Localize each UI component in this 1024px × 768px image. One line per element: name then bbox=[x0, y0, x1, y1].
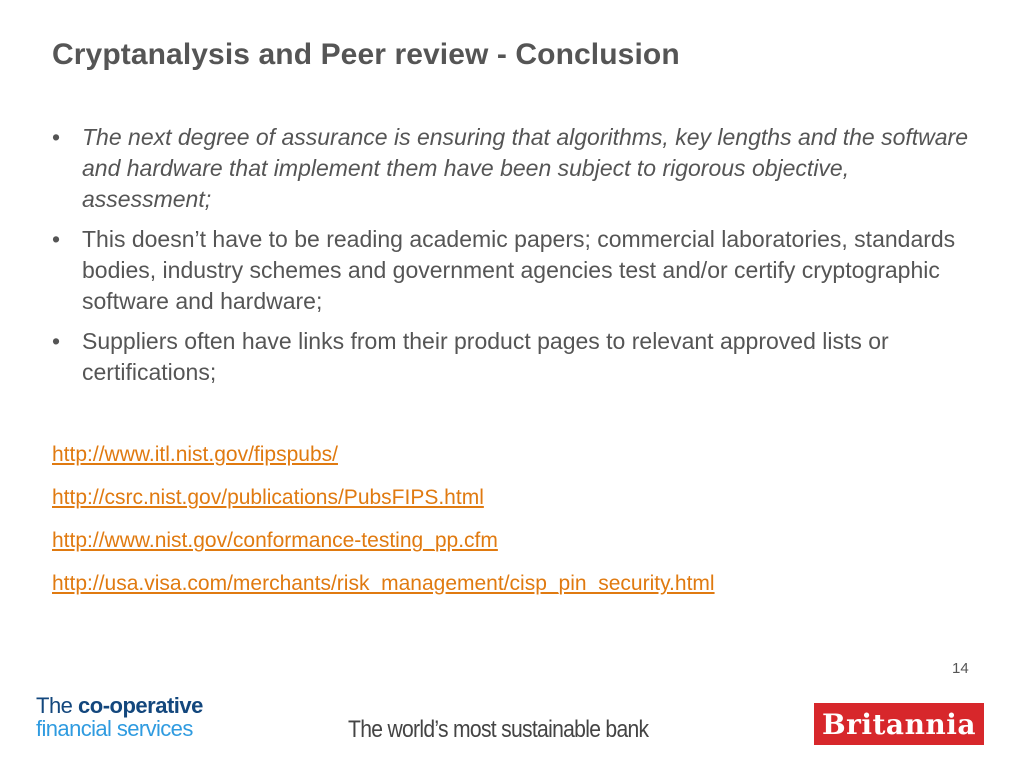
link-csrc-pubsfips[interactable]: http://csrc.nist.gov/publications/PubsFIPS.html bbox=[52, 486, 484, 509]
bullet-list bbox=[52, 122, 982, 397]
bullet-item bbox=[52, 224, 982, 317]
bullet-marker: • bbox=[52, 226, 61, 252]
coop-logo-subtitle: financial services bbox=[36, 716, 193, 741]
bullet-text: The next degree of assurance is ensuring that algorithms, key lengths and the software and hardware that implement them have been subject to rigorous objective, assessment; bbox=[82, 124, 969, 212]
bullet-text: Suppliers often have links from their product pages to relevant approved lists or certifications; bbox=[82, 328, 889, 385]
bullet-text: This doesn’t have to be reading academic papers; commercial laboratories, standards bodies, industry schemes and government agencies test and/or certify cryptographic software and hardware; bbox=[82, 226, 956, 314]
bullet-marker: • bbox=[52, 328, 61, 354]
page-number: 14 bbox=[952, 660, 969, 677]
footer-tagline: The world’s most sustainable bank bbox=[348, 716, 649, 743]
bullet-item bbox=[52, 326, 982, 388]
coop-logo-name: co-operative bbox=[78, 693, 203, 718]
slide-title: Cryptanalysis and Peer review - Conclusion bbox=[52, 38, 680, 71]
bullet-item bbox=[52, 122, 982, 215]
link-nist-conformance-testing[interactable]: http://www.nist.gov/conformance-testing_pp.cfm bbox=[52, 529, 498, 552]
coop-financial-services-logo bbox=[36, 694, 203, 740]
bullet-marker: • bbox=[52, 124, 61, 150]
coop-logo-the: The bbox=[36, 693, 79, 718]
reference-links bbox=[52, 442, 715, 614]
link-nist-fipspubs[interactable]: http://www.itl.nist.gov/fipspubs/ bbox=[52, 443, 338, 466]
britannia-logo: Britannia bbox=[814, 703, 984, 745]
link-visa-cisp-pin-security[interactable]: http://usa.visa.com/merchants/risk_management/cisp_pin_security.html bbox=[52, 572, 715, 595]
